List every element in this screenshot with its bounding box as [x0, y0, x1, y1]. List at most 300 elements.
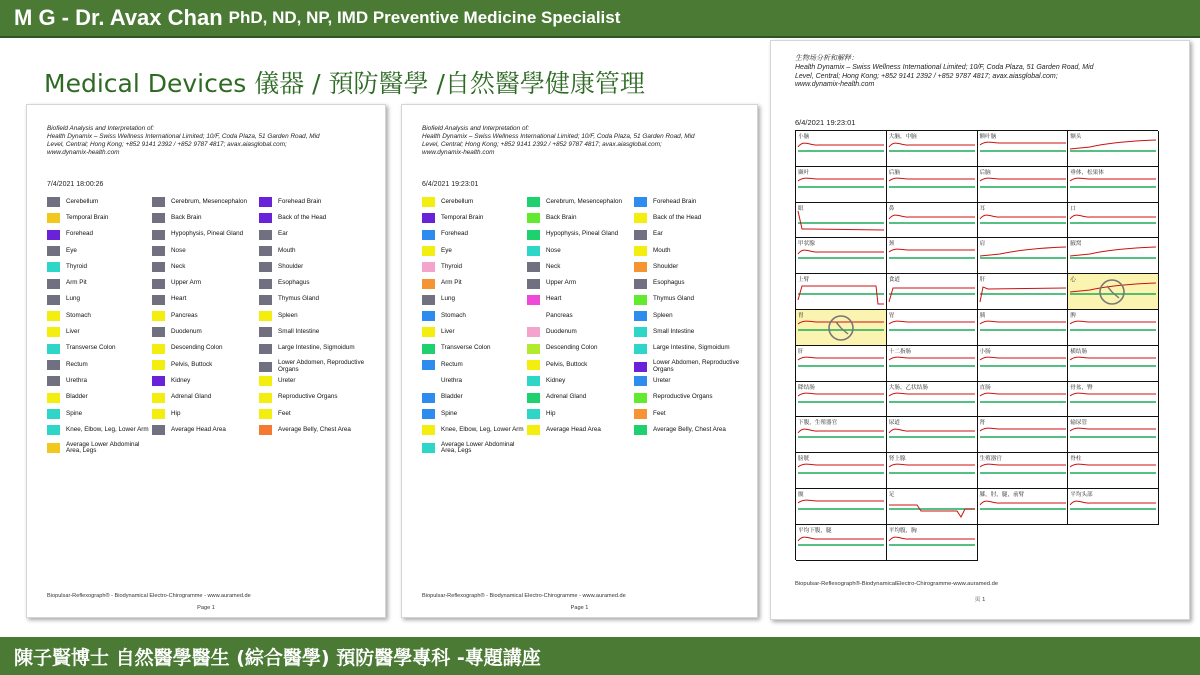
trace-line — [889, 215, 975, 219]
legend-swatch — [152, 409, 165, 419]
chirogramme-cell — [796, 346, 887, 382]
legend-item — [422, 246, 526, 256]
cell-trace-chart — [978, 274, 1068, 309]
legend-label: Large Intestine, Sigmoidum — [278, 344, 355, 352]
legend-item — [527, 295, 631, 305]
chirogramme-cell — [796, 382, 887, 418]
legend-swatch — [422, 230, 435, 240]
legend-item — [527, 246, 631, 256]
chirogramme-cell — [978, 167, 1069, 203]
chirogramme-cell — [887, 346, 978, 382]
legend-label: Nose — [171, 246, 186, 254]
legend-label: Pancreas — [171, 311, 198, 319]
legend-label: Duodenum — [546, 328, 577, 336]
trace-line — [889, 288, 975, 302]
legend-swatch — [634, 362, 647, 372]
legend-swatch — [634, 230, 647, 240]
legend-label: Forehead — [441, 230, 468, 238]
trace-line — [980, 178, 1066, 181]
legend-label: Spleen — [278, 311, 298, 319]
legend-item — [422, 295, 526, 305]
chirogramme-cell — [887, 489, 978, 525]
legend-item — [259, 327, 377, 337]
report-header — [795, 55, 1175, 90]
cell-label: 额头 — [1070, 134, 1082, 140]
legend-label: Lung — [441, 295, 456, 303]
cell-trace-chart — [1068, 203, 1158, 238]
trace-line — [1070, 321, 1156, 324]
legend-label: Back of the Head — [278, 213, 327, 221]
trace-line — [1070, 393, 1156, 396]
legend-item — [527, 279, 631, 289]
legend-label: Nose — [546, 246, 561, 254]
cell-trace-chart — [887, 310, 977, 345]
legend-label: Neck — [171, 262, 186, 270]
legend-label: Feet — [278, 409, 291, 417]
legend-item — [47, 344, 151, 354]
legend-swatch — [422, 295, 435, 305]
legend-label: Heart — [546, 295, 562, 303]
legend-swatch — [47, 344, 60, 354]
cell-label: 脾 — [1070, 313, 1076, 319]
legend-item — [259, 262, 377, 272]
legend-label: Ear — [278, 230, 288, 238]
legend-item — [152, 327, 256, 337]
cell-label: 额叶脑 — [979, 134, 997, 140]
legend-item — [259, 393, 377, 403]
trace-line — [798, 430, 884, 434]
cell-label: 足 — [888, 492, 895, 498]
cell-label: 胃 — [888, 313, 895, 319]
report-date: 6/4/2021 19:23:01 — [422, 181, 479, 188]
legend-item — [634, 246, 752, 256]
legend-item — [152, 197, 256, 207]
cell-trace-chart — [796, 131, 886, 166]
cell-label: 心 — [1070, 277, 1076, 284]
chirogramme-cell — [887, 310, 978, 346]
legend-item — [259, 197, 377, 207]
chirogramme-cell — [887, 525, 978, 561]
chirogramme-cell — [887, 238, 978, 274]
cell-trace-chart — [796, 453, 886, 488]
chirogramme-cell — [1068, 203, 1159, 239]
legend-label: Eye — [66, 246, 77, 254]
legend-item — [527, 327, 631, 337]
legend-item — [259, 246, 377, 256]
clock-icon — [1100, 280, 1124, 304]
chirogramme-cell — [978, 346, 1069, 382]
legend-item — [152, 295, 256, 305]
legend-item — [152, 279, 256, 289]
legend-label: Back Brain — [546, 213, 577, 221]
report-header-line-2: Health Dynamix – Swiss Wellness International Limited; 10/F, Coda Plaza, 51 Garden Road, Mid — [422, 133, 695, 140]
legend-swatch — [527, 344, 540, 354]
legend-swatch — [634, 425, 647, 435]
clock-icon — [829, 316, 853, 340]
cell-label: 肝 — [979, 277, 986, 284]
report-page-1 — [26, 104, 386, 618]
legend-swatch — [47, 360, 60, 370]
legend-item — [634, 230, 752, 240]
cell-trace-chart — [796, 203, 886, 238]
legend-swatch — [152, 360, 165, 370]
cell-label: 生殖器官 — [979, 456, 1002, 463]
legend-item — [259, 360, 377, 373]
legend-swatch — [47, 197, 60, 207]
cell-label: 上臂 — [798, 277, 810, 284]
cell-label: 髋 — [798, 492, 804, 498]
legend-swatch — [634, 393, 647, 403]
legend-item — [634, 279, 752, 289]
legend-swatch — [259, 425, 272, 435]
chirogramme-cell — [796, 238, 887, 274]
chirogramme-cell — [978, 310, 1069, 346]
legend-label: Hypophysis, Pineal Gland — [546, 230, 619, 238]
cell-trace-chart — [978, 382, 1068, 417]
legend-label: Duodenum — [171, 328, 202, 336]
legend-item — [527, 344, 631, 354]
legend-swatch — [152, 197, 165, 207]
cell-label: 平均下腹，腿 — [798, 527, 832, 534]
cell-label: 肝 — [798, 348, 804, 355]
legend-item — [47, 246, 151, 256]
legend-item — [422, 327, 526, 337]
legend-label: Lung — [66, 295, 81, 303]
legend-item — [47, 442, 151, 455]
legend-swatch — [47, 327, 60, 337]
chirogramme-cell — [978, 382, 1069, 418]
header-bar — [0, 0, 1200, 38]
legend-item — [422, 344, 526, 354]
legend-label: Knee, Elbow, Leg, Lower Arm — [66, 425, 149, 433]
legend-label: Descending Colon — [171, 344, 223, 352]
legend-item — [634, 262, 752, 272]
legend-item — [634, 344, 752, 354]
legend-item — [152, 360, 256, 370]
legend-label: Small Intestine — [278, 328, 320, 336]
legend-label: Urethra — [66, 376, 87, 384]
legend-label: Thymus Gland — [653, 295, 694, 303]
chirogramme-cell — [1068, 453, 1159, 489]
trace-line — [980, 464, 1066, 467]
legend-item — [634, 409, 752, 419]
legend-item — [527, 230, 631, 240]
legend-swatch — [634, 327, 647, 337]
legend-swatch — [259, 362, 272, 372]
report-header-line-2: Health Dynamix – Swiss Wellness International Limited; 10/F, Coda Plaza, 51 Garden Road, Mid — [795, 63, 1094, 71]
legend-label: Cerebellum — [441, 197, 474, 205]
legend-label: Shoulder — [653, 262, 679, 270]
legend-label: Back Brain — [171, 213, 202, 221]
legend-label: Arm Pit — [441, 279, 462, 287]
legend-swatch — [47, 295, 60, 305]
legend-label: Adrenal Gland — [171, 393, 212, 401]
legend-item — [422, 213, 526, 223]
legend-item — [47, 311, 151, 321]
legend-swatch — [259, 279, 272, 289]
trace-line — [798, 393, 884, 396]
cell-label: 小肠 — [979, 348, 991, 355]
cell-label: 垂体，松果体 — [1070, 169, 1104, 176]
legend-item — [634, 327, 752, 337]
legend-item — [634, 295, 752, 305]
cell-trace-chart — [978, 417, 1068, 452]
legend-swatch — [152, 393, 165, 403]
cell-trace-chart — [887, 489, 977, 524]
cell-label: 胰 — [979, 313, 986, 319]
legend-swatch — [527, 213, 540, 223]
trace-line — [980, 321, 1066, 324]
trace-line — [889, 321, 975, 324]
chirogramme-cell — [1068, 310, 1159, 346]
legend-item — [422, 442, 526, 455]
legend-swatch — [527, 279, 540, 289]
legend-item — [152, 246, 256, 256]
chirogramme-cell — [1068, 274, 1159, 310]
chirogramme-cell — [1068, 417, 1159, 453]
legend-swatch — [422, 327, 435, 337]
legend-item — [422, 262, 526, 272]
legend-item — [259, 311, 377, 321]
legend-swatch — [259, 409, 272, 419]
cell-label: 降结肠 — [798, 384, 815, 391]
legend-swatch — [259, 393, 272, 403]
legend-label: Esophagus — [278, 279, 310, 287]
legend-item — [47, 409, 151, 419]
legend-swatch — [422, 443, 435, 453]
legend-label: Neck — [546, 262, 561, 270]
report-header-line-3: Level, Central; Hong Kong; +852 9141 2392 / +852 9787 4817; avax.aiasglobal.com; — [47, 141, 287, 148]
legend-swatch — [422, 360, 435, 370]
legend-label: Hypophysis, Pineal Gland — [171, 230, 244, 238]
chirogramme-cell — [887, 453, 978, 489]
legend-swatch — [634, 295, 647, 305]
legend-label: Bladder — [441, 393, 463, 401]
chirogramme-cell — [887, 274, 978, 310]
trace-line — [798, 211, 884, 230]
legend-swatch — [47, 393, 60, 403]
legend-label: Thyroid — [441, 262, 462, 270]
cell-label: 直肠 — [979, 384, 991, 391]
chirogramme-cell — [796, 489, 887, 525]
cell-label: 胃 — [798, 313, 804, 319]
chirogramme-cell — [978, 131, 1069, 167]
legend-swatch — [422, 279, 435, 289]
report-date: 7/4/2021 18:00:26 — [47, 181, 104, 188]
trace-line — [889, 357, 975, 360]
legend-swatch — [152, 327, 165, 337]
legend-item — [259, 409, 377, 419]
legend-label: Mouth — [278, 246, 296, 254]
legend-label: Average Belly, Chest Area — [278, 425, 351, 433]
cell-label: 腋窝 — [1070, 241, 1082, 248]
page-number: Page 1 — [197, 605, 215, 611]
report-header-line-1: 生物场分析和解释： — [795, 55, 858, 62]
legend-item — [422, 376, 526, 386]
trace-line — [1070, 215, 1156, 219]
cell-label: 鼻 — [888, 205, 895, 212]
legend-label: Pancreas — [546, 311, 573, 319]
legend-label: Feet — [653, 409, 666, 417]
cell-label: 横结肠 — [1070, 348, 1088, 355]
legend-item — [152, 262, 256, 272]
trace-line — [798, 321, 884, 324]
legend-item — [527, 409, 631, 419]
chirogramme-cell — [978, 453, 1069, 489]
legend-swatch — [259, 327, 272, 337]
legend-label: Reproductive Organs — [278, 393, 338, 401]
legend-swatch — [47, 213, 60, 223]
legend-label: Hip — [546, 409, 556, 417]
report-header-line-4: www.dynamix-health.com — [47, 149, 120, 156]
legend-label: Upper Arm — [546, 279, 577, 287]
legend-swatch — [152, 230, 165, 240]
legend-item — [527, 213, 631, 223]
cell-label: 输尿管 — [1070, 420, 1088, 427]
chirogramme-cell — [796, 131, 887, 167]
chirogramme-cell — [796, 203, 887, 239]
legend-item — [259, 376, 377, 386]
trace-line — [889, 178, 975, 181]
trace-line — [980, 393, 1066, 396]
legend-item — [634, 213, 752, 223]
legend-label: Kidney — [171, 376, 191, 384]
chirogramme-cell — [978, 203, 1069, 239]
legend-item — [47, 327, 151, 337]
legend-swatch — [47, 262, 60, 272]
legend-swatch — [47, 425, 60, 435]
chirogramme-cell — [796, 310, 887, 346]
cell-label: 颈 — [888, 241, 895, 248]
trace-line — [1070, 501, 1156, 505]
legend-label: Small Intestine — [653, 328, 695, 336]
legend-swatch — [152, 279, 165, 289]
legend-label: Ear — [653, 230, 663, 238]
legend-label: Liver — [66, 328, 80, 336]
legend-label: Rectum — [66, 360, 88, 368]
legend-label: Ureter — [278, 376, 296, 384]
cell-label: 耳 — [979, 205, 986, 212]
legend-label: Knee, Elbow, Leg, Lower Arm — [441, 425, 524, 433]
cell-trace-chart — [1068, 310, 1158, 345]
legend-label: Urethra — [441, 376, 462, 384]
legend-swatch — [527, 393, 540, 403]
legend-swatch — [422, 246, 435, 256]
cell-label: 颞叶 — [798, 169, 810, 176]
legend-item — [47, 393, 151, 403]
chirogramme-cell — [887, 382, 978, 418]
legend-swatch — [47, 246, 60, 256]
legend-swatch — [47, 443, 60, 453]
legend-item — [422, 409, 526, 419]
trace-line — [1070, 428, 1156, 431]
legend-item — [422, 230, 526, 240]
legend-label: Average Lower Abdominal Area, Legs — [441, 440, 515, 455]
legend-swatch — [634, 213, 647, 223]
legend-item — [152, 409, 256, 419]
legend-item — [47, 376, 151, 386]
report-header — [47, 125, 377, 157]
legend-label: Lower Abdomen, Reproductive Organs — [278, 359, 365, 373]
report-footer: Biopulsar-Reflexograph®-BiodynamicalElectro-Chirogramme-www.auramed.de — [795, 581, 999, 587]
header-name: M G - Dr. Avax Chan — [14, 5, 223, 30]
legend-item — [152, 376, 256, 386]
legend-label: Average Lower Abdominal Area, Legs — [66, 440, 140, 455]
cell-label: 平均头部 — [1070, 492, 1093, 498]
legend-swatch — [527, 360, 540, 370]
legend-label: Ureter — [653, 376, 671, 384]
cell-trace-chart — [978, 203, 1068, 238]
cell-trace-chart — [887, 274, 977, 309]
legend-swatch — [422, 409, 435, 419]
report-header-line-4: www.dynamix-health.com — [795, 81, 875, 89]
legend-swatch — [527, 262, 540, 272]
legend-label: Temporal Brain — [66, 213, 109, 221]
chirogramme-cell — [1068, 238, 1159, 274]
legend-item — [152, 213, 256, 223]
cell-label: 平均腹，胸 — [888, 527, 917, 534]
chirogramme-cell — [1068, 131, 1159, 167]
chirogramme-cell — [978, 489, 1069, 525]
legend-label: Descending Colon — [546, 344, 598, 352]
chirogramme-cell — [1068, 489, 1159, 525]
report-footer: Biopulsar-Reflexograph® - Biodynamical Electro-Chirogramme - www.auramed.de — [47, 593, 251, 599]
cell-label: 十二指肠 — [888, 348, 912, 355]
legend-swatch — [527, 230, 540, 240]
legend-item — [152, 425, 256, 435]
legend-label: Kidney — [546, 376, 566, 384]
cell-label: 食道 — [888, 277, 900, 284]
legend-item — [527, 197, 631, 207]
cell-label: 肩 — [979, 241, 986, 248]
legend-item — [422, 393, 526, 403]
legend-swatch — [259, 295, 272, 305]
legend-item — [634, 360, 752, 373]
legend-item — [47, 197, 151, 207]
cell-trace-chart — [796, 346, 886, 381]
legend-item — [422, 311, 526, 321]
footer-text: 陳子賢博士 自然醫學醫生 (綜合醫學) 預防醫學專科 -專題講座 — [14, 646, 541, 669]
chirogramme-cell — [796, 417, 887, 453]
cell-label: 后脑 — [888, 169, 900, 176]
legend-swatch — [259, 262, 272, 272]
trace-line — [980, 428, 1066, 431]
legend-swatch — [259, 344, 272, 354]
legend-item — [527, 311, 631, 321]
trace-line — [980, 215, 1066, 219]
legend-label: Stomach — [441, 311, 466, 319]
legend-swatch — [527, 425, 540, 435]
chirogramme-cell — [1068, 346, 1159, 382]
trace-line — [1070, 283, 1156, 292]
legend-label: Average Belly, Chest Area — [653, 425, 726, 433]
chirogramme-cell — [1068, 167, 1159, 203]
legend-label: Adrenal Gland — [546, 393, 587, 401]
cell-trace-chart — [1068, 131, 1158, 166]
trace-line — [798, 286, 884, 304]
legend-item — [422, 425, 526, 435]
chirogramme-cell — [887, 167, 978, 203]
cell-trace-chart — [887, 203, 977, 238]
cell-trace-chart — [796, 489, 886, 524]
legend-swatch — [527, 327, 540, 337]
trace-line — [889, 505, 975, 517]
legend-swatch — [634, 262, 647, 272]
legend-label: Forehead — [66, 230, 93, 238]
legend-item — [152, 230, 256, 240]
legend-swatch — [422, 425, 435, 435]
report-header-line-3: Level, Central; Hong Kong; +852 9141 2392 / +852 9787 4817; avax.aiasglobal.com; — [422, 141, 662, 148]
